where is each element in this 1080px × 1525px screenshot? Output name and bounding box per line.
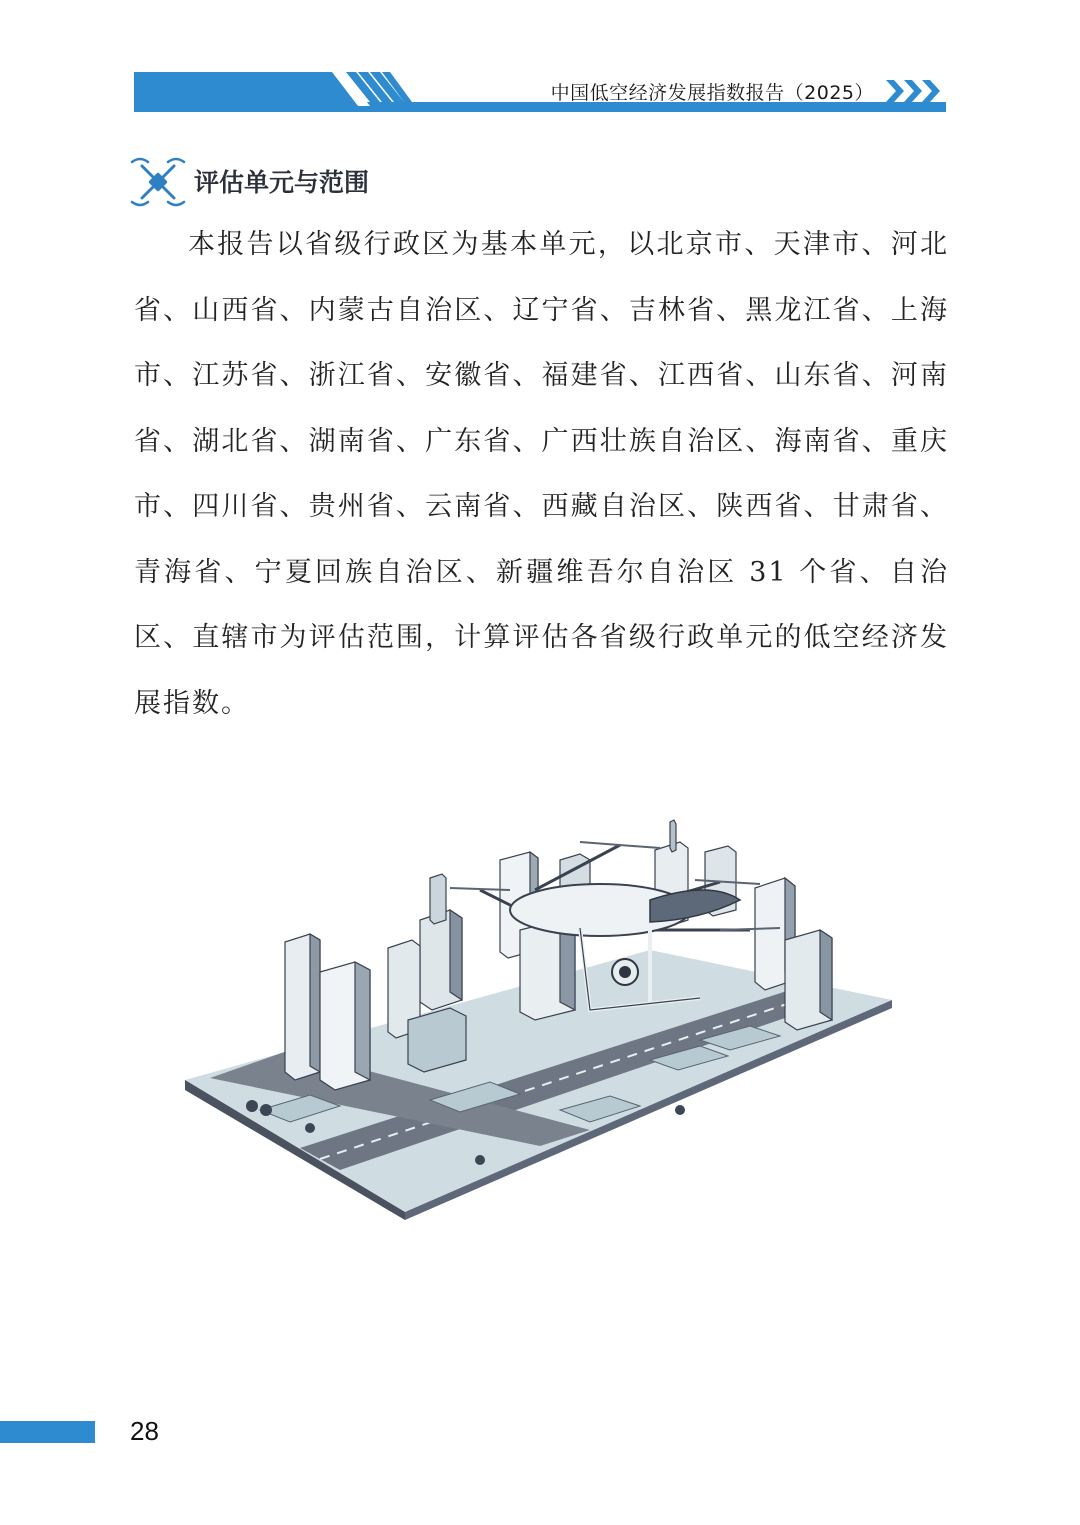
section-heading: [128, 152, 528, 212]
header-banner: [134, 72, 946, 112]
drone-icon: [128, 152, 188, 212]
body-paragraph: 本报告以省级行政区为基本单元，以北京市、天津市、河北省、山西省、内蒙古自治区、辽宁省、吉林省、黑龙江省、上海市、江苏省、浙江省、安徽省、福建省、江西省、山东省、河南省、湖北省、湖南省、广东省、广西壮族自治区、海南省、重庆市、四川省、贵州省、云南省、西藏自治区、陕西省、甘肃省、青海省、宁夏回族自治区、新疆维吾尔自治区 31 个省、自治区、直辖市为评估范围，计算评估各省级行政单元的低空经济发展指数。: [134, 229, 949, 719]
footer-accent-bar: [0, 1421, 95, 1443]
page-number: 28: [130, 1416, 159, 1446]
section-title: 评估单元与范围: [194, 168, 370, 197]
city-drone-illustration: [180, 810, 900, 1220]
report-title: 中国低空经济发展指数报告（2025）: [550, 82, 874, 104]
triple-chevron-icon: [886, 78, 946, 104]
